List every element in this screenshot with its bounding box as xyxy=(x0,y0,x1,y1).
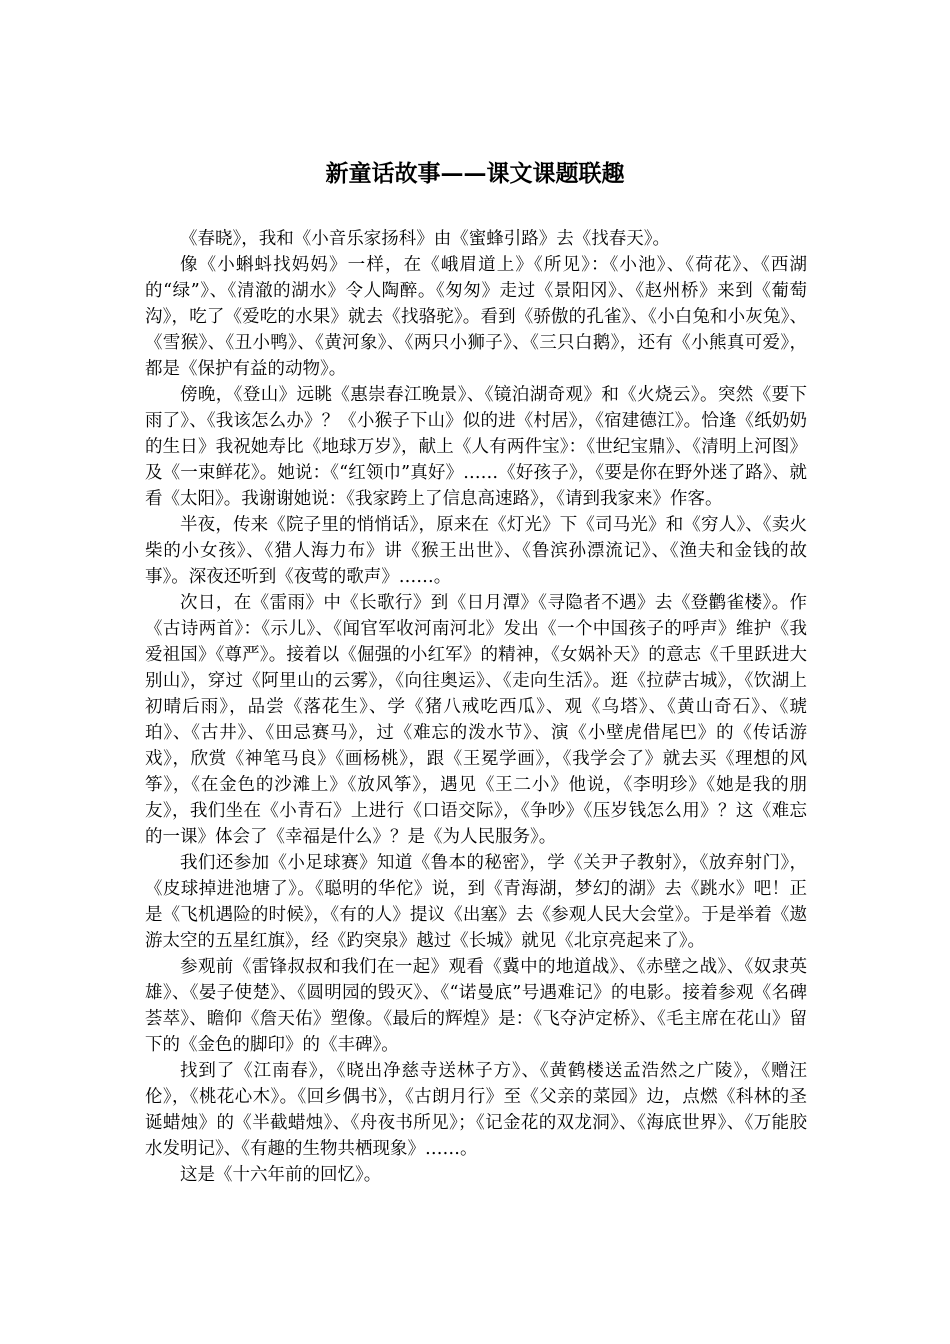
paragraph: 参观前《雷锋叔叔和我们在一起》观看《冀中的地道战》、《赤壁之战》、《奴隶英雄》、《晏子使楚》、《圆明园的毁灭》、《“诺曼底”号遇难记》的电影。接着参观《名碑荟萃》、瞻仰《詹天佑》塑像。《最后的辉煌》是：《飞夺泸定桥》、《毛主席在花山》留下的《金色的脚印》的《丰碑》。 xyxy=(145,957,807,1055)
paragraph: 这是《十六年前的回忆》。 xyxy=(180,1165,382,1185)
paragraph: 《春晓》，我和《小音乐家扬科》由《蜜蜂引路》去《找春天》。 xyxy=(180,229,670,249)
document-body xyxy=(145,226,807,1188)
document-title: 新童话故事——课文课题联趣 xyxy=(325,160,625,187)
paragraph: 次日，在《雷雨》中《长歌行》到《日月潭》《寻隐者不遇》去《登鹳雀楼》。作《古诗两首》：《示儿》、《闻官军收河南河北》发出《一个中国孩子的呼声》维护《我爱祖国》《尊严》。接着以《倔强的小红军》的精神，《女娲补天》的意志《千里跃进大别山》，穿过《阿里山的云雾》，《向往奥运》、《走向生活》。逛《拉萨古城》，《饮湖上初晴后雨》，品尝《落花生》、学《猪八戒吃西瓜》、观《乌塔》、《黄山奇石》、《琥珀》、《古井》、《田忌赛马》，过《难忘的泼水节》、演《小壁虎借尾巴》的《传话游戏》，欣赏《神笔马良》《画杨桃》，跟《王冕学画》，《我学会了》就去买《理想的风筝》，《在金色的沙滩上》《放风筝》，遇见《王二小》他说，《李明珍》《她是我的朋友》，我们坐在《小青石》上进行《口语交际》，《争吵》《压岁钱怎么用》？这《难忘的一课》体会了《幸福是什么》？是《为人民服务》。 xyxy=(145,593,807,847)
paragraph: 傍晚，《登山》远眺《惠崇春江晚景》、《镜泊湖奇观》和《火烧云》。突然《要下雨了》、《我该怎么办》？《小猴子下山》似的进《村居》，《宿建德江》。恰逢《纸奶奶的生日》我祝她寿比《地球万岁》，献上《人有两件宝》：《世纪宝鼎》、《清明上河图》及《一束鲜花》。她说：《“红领巾”真好》……《好孩子》，《要是你在野外迷了路》、就看《太阳》。我谢谢她说：《我家跨上了信息高速路》，《请到我家来》作客。 xyxy=(145,385,807,509)
paragraph: 半夜，传来《院子里的悄悄话》，原来在《灯光》下《司马光》和《穷人》、《卖火柴的小女孩》、《猎人海力布》讲《猴王出世》、《鲁滨孙漂流记》、《渔夫和金钱的故事》。深夜还听到《夜莺的歌声》……。 xyxy=(145,515,807,587)
paragraph: 像《小蝌蚪找妈妈》一样，在《峨眉道上》《所见》：《小池》、《荷花》、《西湖的“绿”》、《清澈的湖水》令人陶醉。《匆匆》走过《景阳冈》、《赵州桥》来到《葡萄沟》，吃了《爱吃的水果》就去《找骆驼》。看到《骄傲的孔雀》、《小白兔和小灰兔》、《雪猴》、《丑小鸭》、《黄河象》、《两只小狮子》、《三只白鹅》，还有《小熊真可爱》，都是《保护有益的动物》。 xyxy=(145,255,807,379)
paragraph: 找到了《江南春》，《晓出净慈寺送林子方》、《黄鹤楼送孟浩然之广陵》，《赠汪伦》，《桃花心木》。《回乡偶书》，《古朗月行》至《父亲的菜园》边，点燃《科林的圣诞蜡烛》的《半截蜡烛》、《舟夜书所见》；《记金花的双龙洞》、《海底世界》、《万能胶水发明记》、《有趣的生物共栖现象》……。 xyxy=(145,1061,807,1159)
paragraph: 我们还参加《小足球赛》知道《鲁本的秘密》，学《关尹子教射》，《放弃射门》，《皮球掉进池塘了》。《聪明的华佗》说，到《青海湖，梦幻的湖》去《跳水》吧！正是《飞机遇险的时候》，《有的人》提议《出塞》去《参观人民大会堂》。于是举着《遨游太空的五星红旗》，经《趵突泉》越过《长城》就见《北京亮起来了》。 xyxy=(145,853,807,951)
